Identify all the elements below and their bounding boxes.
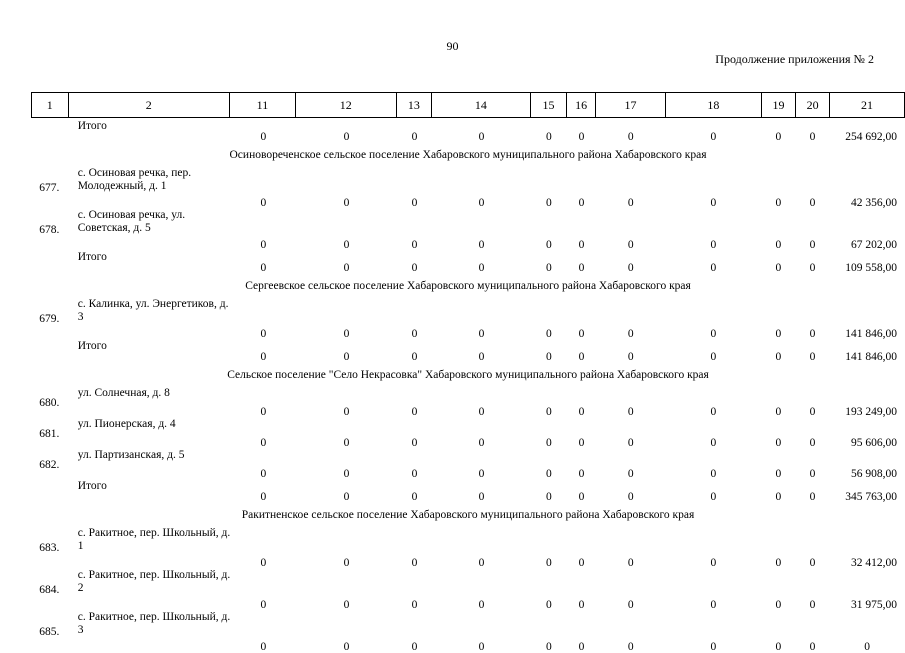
value-cell: 0: [478, 351, 485, 363]
total-row: [31, 480, 905, 503]
value-cell: 0: [775, 239, 782, 251]
value-cell: 0: [809, 197, 816, 209]
value-cell: 0: [775, 599, 782, 611]
value-cell: 0: [478, 468, 485, 480]
value-cell: 0: [809, 641, 816, 653]
table-row: [31, 611, 905, 653]
value-cell: 0: [478, 131, 485, 143]
sum-cell: 67 202,00: [851, 239, 897, 251]
value-cell: 0: [478, 239, 485, 251]
value-cell: 0: [546, 197, 552, 209]
header-row: [32, 93, 905, 118]
value-cell: 0: [578, 351, 585, 363]
value-cell: 0: [546, 131, 552, 143]
total-label: Итого: [77, 251, 107, 263]
value-cell: 0: [260, 406, 267, 418]
value-cell: 0: [809, 468, 816, 480]
section-title: Ракитненское сельское поселение Хабаровского муниципального района Хабаровского края: [241, 509, 695, 521]
table-row: [31, 387, 905, 418]
value-cell: 0: [411, 406, 418, 418]
value-cell: 0: [578, 328, 585, 340]
value-cell: 0: [775, 262, 782, 274]
value-cell: 0: [710, 641, 717, 653]
address-cell: ул. Партизанская, д. 5: [77, 449, 185, 461]
value-cell: 0: [478, 437, 485, 449]
row-number: [31, 251, 68, 274]
value-cell: 0: [343, 599, 350, 611]
value-cell: 0: [809, 239, 816, 251]
value-cell: 0: [710, 328, 717, 340]
value-cell: 0: [343, 406, 350, 418]
header-cell: 19: [761, 93, 796, 118]
sum-cell: 95 606,00: [851, 437, 897, 449]
total-row: [31, 251, 905, 274]
value-cell: 0: [343, 197, 350, 209]
section-row: [31, 143, 905, 167]
value-cell: 0: [627, 437, 634, 449]
value-cell: 0: [775, 197, 782, 209]
row-number: [31, 340, 68, 363]
value-cell: 0: [578, 641, 585, 653]
section-title: Сельское поселение "Село Некрасовка" Хабаровского муниципального района Хабаровского края: [227, 369, 709, 381]
section-title: Сергеевское сельское поселение Хабаровского муниципального района Хабаровского края: [245, 280, 691, 292]
value-cell: 0: [710, 197, 717, 209]
total-label: Итого: [77, 120, 107, 132]
table-row: [31, 449, 905, 480]
table-row: [31, 298, 905, 340]
value-cell: 0: [809, 351, 816, 363]
value-cell: 0: [260, 468, 267, 480]
value-cell: 0: [260, 197, 267, 209]
address-cell: с. Осиновая речка, ул. Советская, д. 5: [77, 209, 186, 234]
value-cell: 0: [478, 262, 485, 274]
header-cell: 1: [32, 93, 69, 118]
sum-cell: 345 763,00: [845, 491, 897, 503]
value-cell: 0: [546, 468, 552, 480]
value-cell: 0: [260, 328, 267, 340]
value-cell: 0: [809, 131, 816, 143]
value-cell: 0: [809, 406, 816, 418]
value-cell: 0: [710, 491, 717, 503]
value-cell: 0: [343, 131, 350, 143]
value-cell: 0: [546, 491, 552, 503]
row-number: 680.: [39, 396, 60, 409]
row-number: 684.: [39, 584, 60, 596]
value-cell: 0: [546, 406, 552, 418]
value-cell: 0: [478, 599, 485, 611]
value-cell: 0: [411, 239, 418, 251]
value-cell: 0: [343, 491, 350, 503]
value-cell: 0: [627, 351, 634, 363]
value-cell: 0: [343, 641, 350, 653]
sum-cell: 193 249,00: [845, 406, 897, 418]
value-cell: 0: [411, 131, 418, 143]
value-cell: 0: [546, 239, 552, 251]
header-cell: 11: [229, 93, 295, 118]
value-cell: 0: [627, 491, 634, 503]
header-cell: 17: [596, 93, 666, 118]
sum-cell: 109 558,00: [845, 262, 897, 274]
continuation-note: Продолжение приложения № 2: [715, 52, 874, 66]
value-cell: 0: [775, 468, 782, 480]
value-cell: 0: [775, 641, 782, 653]
value-cell: 0: [627, 641, 634, 653]
header-cell: 21: [829, 93, 904, 118]
value-cell: 0: [578, 599, 585, 611]
value-cell: 0: [627, 557, 634, 569]
value-cell: 0: [411, 437, 418, 449]
value-cell: 0: [627, 328, 634, 340]
value-cell: 0: [710, 557, 717, 569]
value-cell: 0: [343, 437, 350, 449]
value-cell: 0: [478, 328, 485, 340]
value-cell: 0: [343, 239, 350, 251]
value-cell: 0: [546, 437, 552, 449]
value-cell: 0: [343, 468, 350, 480]
header-cell: 13: [396, 93, 432, 118]
value-cell: 0: [411, 197, 418, 209]
header-table: [31, 92, 905, 118]
section-title: Осиновореченское сельское поселение Хабаровского муниципального района Хабаровского края: [229, 149, 707, 161]
value-cell: 0: [627, 131, 634, 143]
header-cell: 15: [530, 93, 567, 118]
value-cell: 0: [710, 468, 717, 480]
value-cell: 0: [260, 239, 267, 251]
value-cell: 0: [411, 262, 418, 274]
row-number: [31, 480, 68, 503]
value-cell: 0: [809, 599, 816, 611]
total-label: Итого: [77, 480, 107, 492]
value-cell: 0: [478, 406, 485, 418]
sum-cell: 141 846,00: [845, 328, 897, 340]
address-cell: ул. Пионерская, д. 4: [77, 418, 176, 430]
sum-cell: 254 692,00: [845, 131, 897, 143]
value-cell: 0: [411, 599, 418, 611]
address-cell: ул. Солнечная, д. 8: [77, 387, 170, 399]
value-cell: 0: [627, 262, 634, 274]
value-cell: 0: [578, 406, 585, 418]
value-cell: 0: [260, 351, 267, 363]
table-row: [31, 167, 905, 209]
value-cell: 0: [578, 437, 585, 449]
value-cell: 0: [411, 328, 418, 340]
value-cell: 0: [627, 239, 634, 251]
value-cell: 0: [343, 557, 350, 569]
value-cell: 0: [775, 351, 782, 363]
section-row: [31, 503, 905, 527]
value-cell: 0: [546, 641, 552, 653]
value-cell: 0: [478, 641, 485, 653]
value-cell: 0: [775, 491, 782, 503]
table-row: [31, 527, 905, 569]
value-cell: 0: [627, 599, 634, 611]
value-cell: 0: [578, 131, 585, 143]
value-cell: 0: [809, 491, 816, 503]
value-cell: 0: [411, 468, 418, 480]
value-cell: 0: [546, 599, 552, 611]
value-cell: 0: [343, 351, 350, 363]
page-number: 90: [446, 39, 459, 53]
value-cell: 0: [710, 351, 717, 363]
sum-cell: 0: [864, 641, 870, 653]
value-cell: 0: [260, 641, 267, 653]
header-cell: 12: [296, 93, 397, 118]
value-cell: 0: [411, 557, 418, 569]
table-row: [31, 209, 905, 251]
row-number: [31, 120, 68, 143]
value-cell: 0: [809, 557, 816, 569]
value-cell: 0: [260, 437, 267, 449]
value-cell: 0: [809, 328, 816, 340]
data-table: [31, 120, 905, 653]
value-cell: 0: [627, 406, 634, 418]
sum-cell: 141 846,00: [845, 351, 897, 363]
row-number: 679.: [39, 313, 60, 325]
table-row: [31, 569, 905, 611]
value-cell: 0: [578, 197, 585, 209]
value-cell: 0: [546, 557, 552, 569]
value-cell: 0: [775, 406, 782, 418]
header-cell: 14: [432, 93, 531, 118]
value-cell: 0: [411, 351, 418, 363]
value-cell: 0: [478, 557, 485, 569]
value-cell: 0: [809, 262, 816, 274]
value-cell: 0: [260, 131, 267, 143]
value-cell: 0: [710, 599, 717, 611]
total-label: Итого: [77, 340, 107, 352]
header-cell: 18: [666, 93, 762, 118]
value-cell: 0: [260, 491, 267, 503]
value-cell: 0: [775, 131, 782, 143]
address-cell: с. Ракитное, пер. Школьный, д. 2: [77, 569, 231, 594]
value-cell: 0: [627, 468, 634, 480]
table-row: [31, 418, 905, 449]
value-cell: 0: [411, 641, 418, 653]
value-cell: 0: [260, 599, 267, 611]
value-cell: 0: [546, 351, 552, 363]
value-cell: 0: [710, 262, 717, 274]
value-cell: 0: [260, 557, 267, 569]
value-cell: 0: [478, 491, 485, 503]
value-cell: 0: [578, 262, 585, 274]
row-number: 685.: [39, 626, 60, 638]
value-cell: 0: [546, 262, 552, 274]
section-row: [31, 274, 905, 298]
value-cell: 0: [478, 197, 485, 209]
value-cell: 0: [775, 557, 782, 569]
value-cell: 0: [710, 437, 717, 449]
row-number: 681.: [39, 427, 60, 440]
value-cell: 0: [775, 437, 782, 449]
value-cell: 0: [775, 328, 782, 340]
address-cell: с. Ракитное, пер. Школьный, д. 1: [77, 527, 231, 552]
value-cell: 0: [809, 437, 816, 449]
address-cell: с. Калинка, ул. Энергетиков, д. 3: [77, 298, 229, 323]
value-cell: 0: [343, 328, 350, 340]
address-cell: с. Ракитное, пер. Школьный, д. 3: [77, 611, 231, 636]
row-number: 678.: [39, 224, 60, 236]
sum-cell: 32 412,00: [851, 557, 897, 569]
header-cell: 16: [567, 93, 596, 118]
address-cell: с. Осиновая речка, пер. Молодежный, д. 1: [77, 167, 192, 192]
value-cell: 0: [578, 239, 585, 251]
value-cell: 0: [710, 239, 717, 251]
sum-cell: 56 908,00: [851, 468, 897, 480]
sum-cell: 42 356,00: [851, 197, 897, 209]
value-cell: 0: [578, 491, 585, 503]
value-cell: 0: [710, 406, 717, 418]
row-number: 682.: [39, 458, 60, 471]
value-cell: 0: [260, 262, 267, 274]
value-cell: 0: [627, 197, 634, 209]
row-number: 683.: [39, 542, 60, 554]
total-row: [31, 340, 905, 363]
value-cell: 0: [546, 328, 552, 340]
value-cell: 0: [578, 468, 585, 480]
value-cell: 0: [578, 557, 585, 569]
value-cell: 0: [411, 491, 418, 503]
value-cell: 0: [343, 262, 350, 274]
row-number: 677.: [39, 182, 60, 194]
total-row: [31, 120, 905, 143]
sum-cell: 31 975,00: [851, 599, 897, 611]
value-cell: 0: [710, 131, 717, 143]
header-cell: 2: [68, 93, 229, 118]
header-cell: 20: [796, 93, 830, 118]
section-row: [31, 363, 905, 387]
